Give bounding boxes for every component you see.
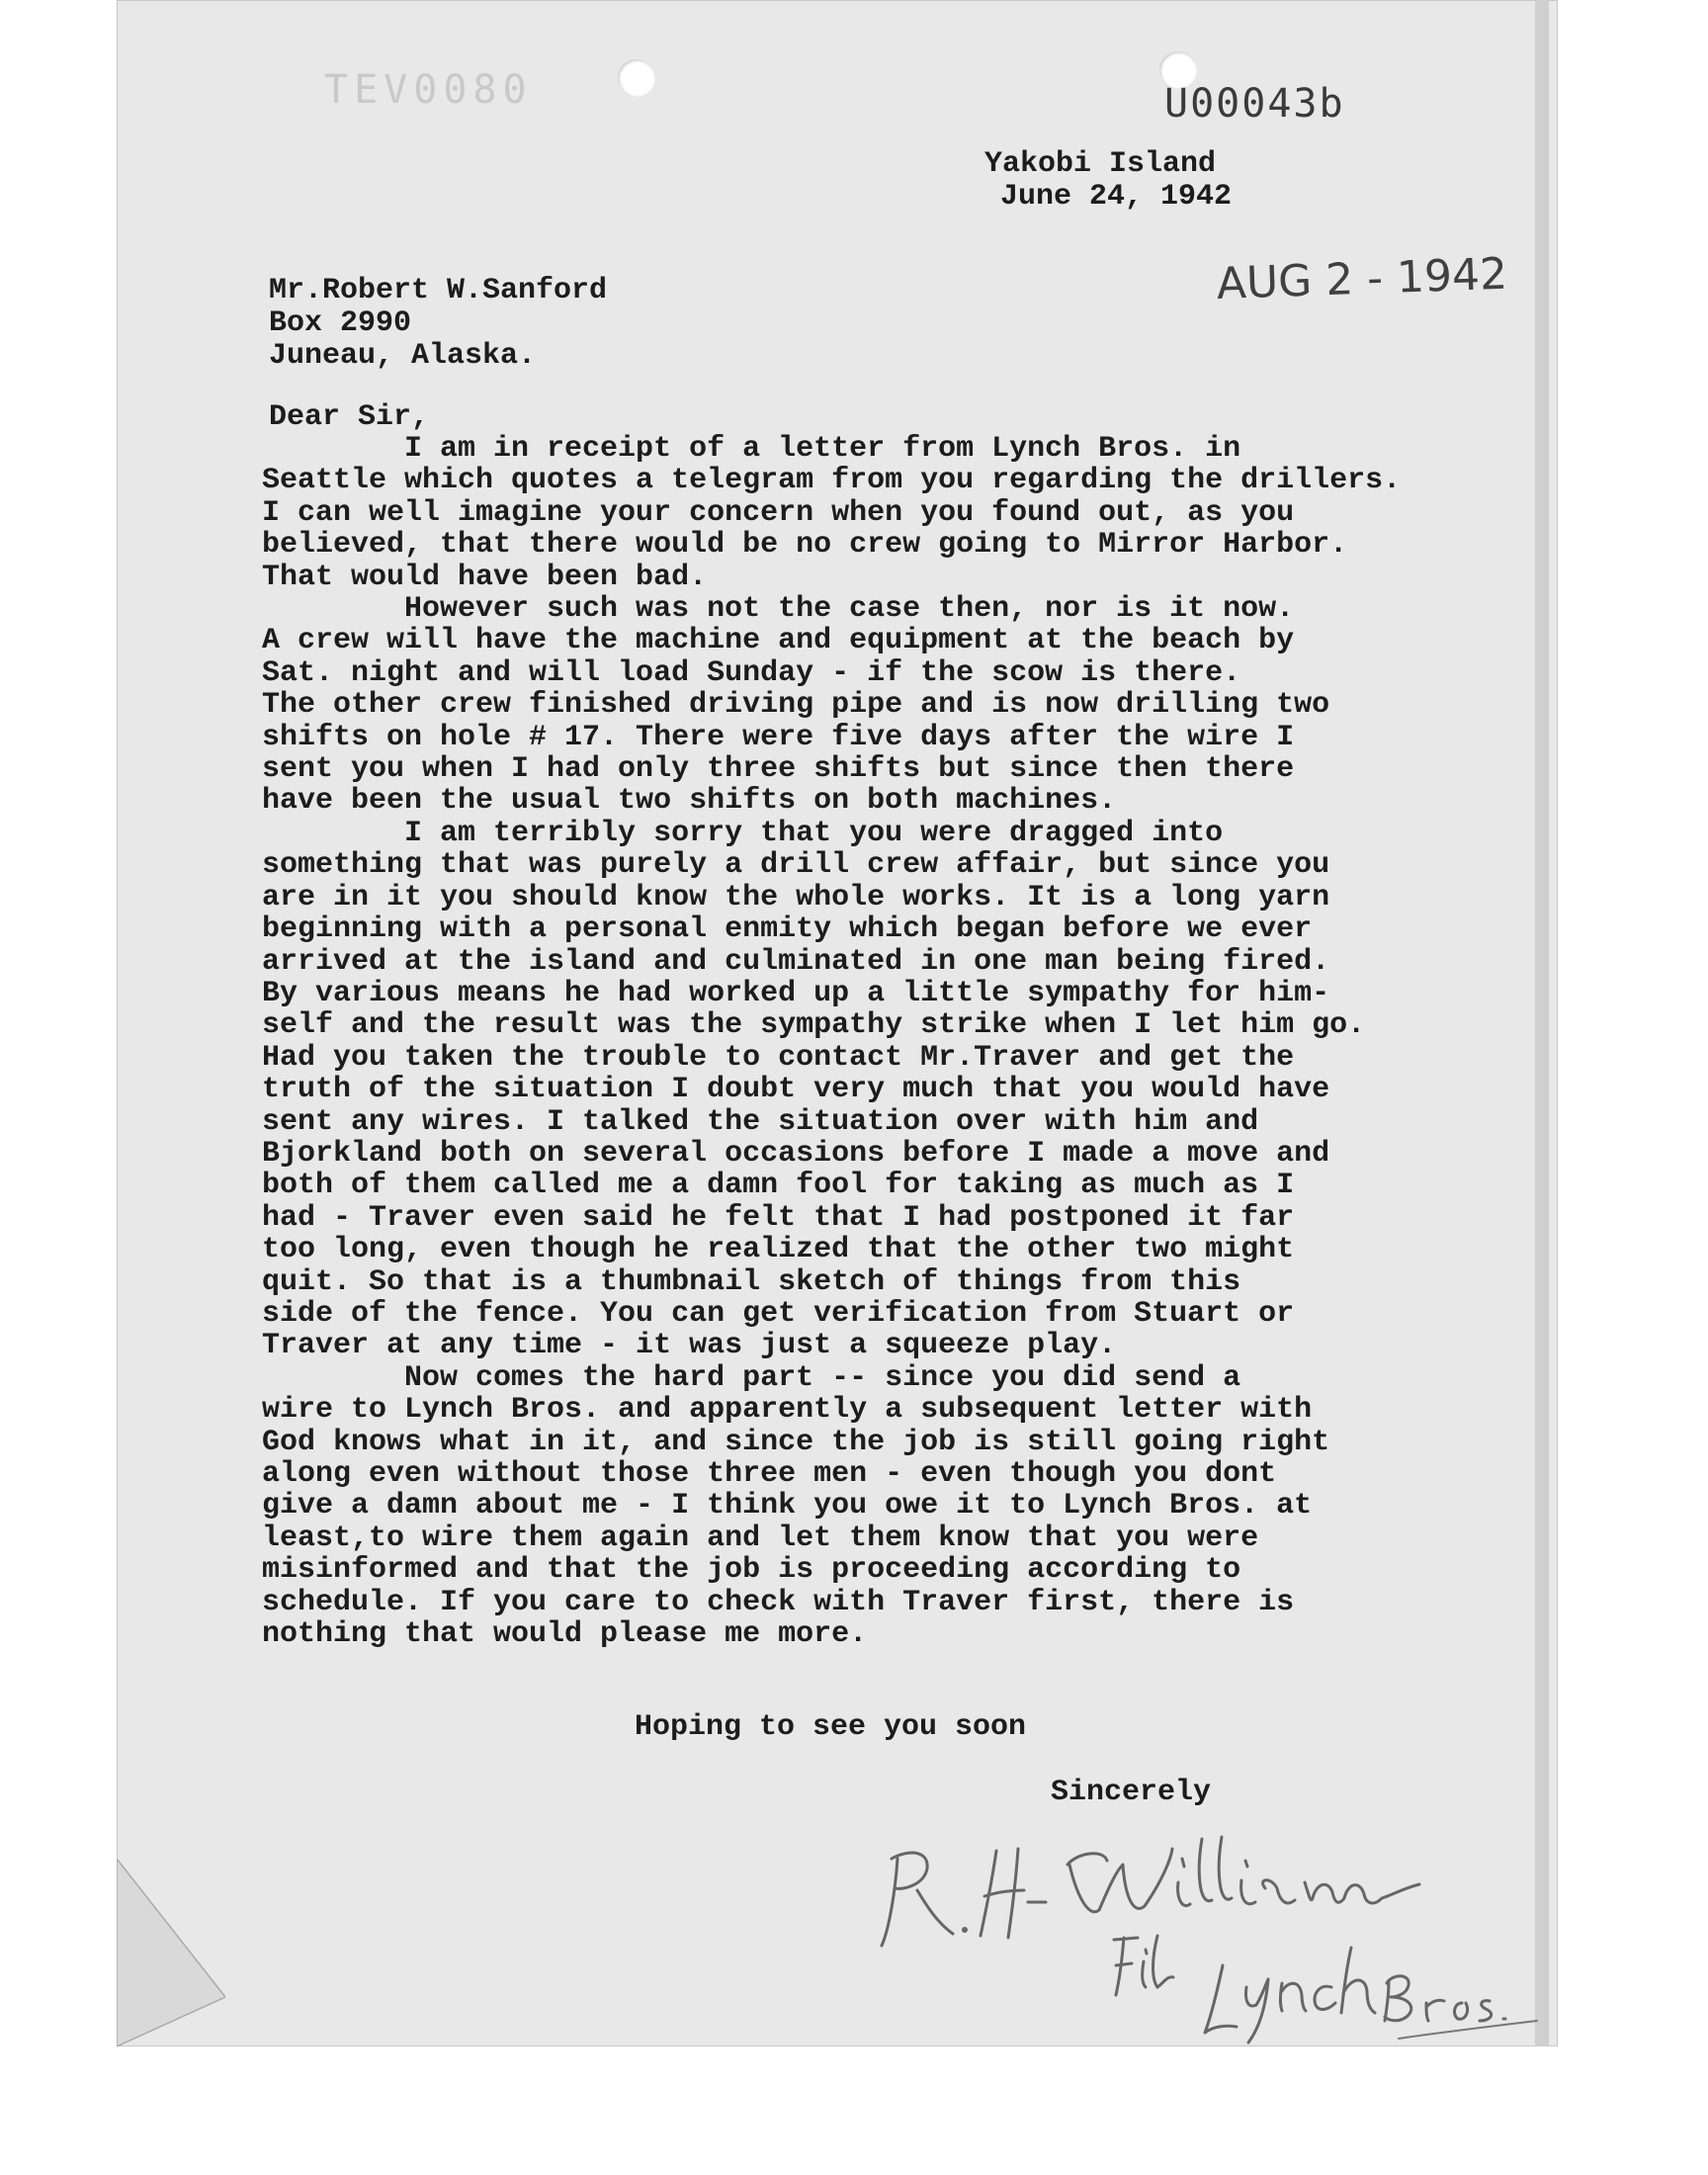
- body-line: least,to wire them again and let them know that you were: [262, 1521, 1259, 1555]
- body-line: sent you when I had only three shifts but since then there: [262, 752, 1295, 787]
- body-line: beginning with a personal enmity which began before we ever: [262, 913, 1313, 947]
- body-line: Bjorkland both on several occasions before I made a move and: [262, 1136, 1330, 1171]
- body-line: Had you taken the trouble to contact Mr.Traver and get the: [262, 1040, 1295, 1075]
- body-line: I can well imagine your concern when you found out, as you: [262, 495, 1295, 530]
- body-line: truth of the situation I doubt very much that you would have: [262, 1073, 1330, 1107]
- recipient-name: Mr.Robert W.Sanford: [269, 274, 608, 307]
- body-line: had - Traver even said he felt that I had postponed it far: [262, 1200, 1295, 1235]
- body-line: misinformed and that the job is proceeding according to: [262, 1553, 1241, 1588]
- body-line: Traver at any time - it was just a squeeze play.: [262, 1329, 1117, 1363]
- body-line: something that was purely a drill crew affair, but since you: [262, 848, 1330, 883]
- body-line: I am terribly sorry that you were dragged into: [262, 816, 1224, 850]
- body-line: arrived at the island and culminated in one man being fired.: [262, 944, 1330, 979]
- closing-line: Hoping to see you soon: [635, 1710, 1027, 1744]
- body-line: both of them called me a damn fool for taking as much as I: [262, 1169, 1295, 1203]
- body-line: are in it you should know the whole works. It is a long yarn: [262, 880, 1330, 914]
- punch-hole-left: [618, 59, 655, 97]
- handwritten-file-note: [1102, 1918, 1557, 2046]
- body-line: A crew will have the machine and equipment at the beach by: [262, 624, 1295, 658]
- body-line: quit. So that is a thumbnail sketch of things from this: [262, 1264, 1241, 1299]
- heading-date: June 24, 1942: [1000, 180, 1233, 214]
- body-line: have been the usual two shifts on both machines.: [262, 784, 1117, 819]
- body-line: I am in receipt of a letter from Lynch Bros. in: [262, 432, 1241, 466]
- recipient-city: Juneau, Alaska.: [269, 339, 537, 373]
- body-line: Seattle which quotes a telegram from you regarding the drillers.: [262, 464, 1402, 498]
- body-line: That would have been bad.: [262, 560, 708, 594]
- body-line: schedule. If you care to check with Traver first, there is: [262, 1585, 1295, 1619]
- salutation: Dear Sir,: [269, 400, 430, 434]
- body-line: too long, even though he realized that the other two might: [262, 1233, 1295, 1267]
- faint-doc-number: TEV0080: [324, 67, 533, 113]
- sign-off: Sincerely: [1051, 1776, 1212, 1809]
- doc-number-stamp: U00043b: [1164, 81, 1345, 127]
- heading-place: Yakobi Island: [984, 147, 1217, 181]
- body-line: The other crew finished driving pipe and is now drilling two: [262, 688, 1330, 723]
- body-line: Sat. night and will load Sunday - if the scow is there.: [262, 655, 1241, 690]
- body-line: nothing that would please me more.: [262, 1617, 868, 1652]
- body-line: By various means he had worked up a little sympathy for him-: [262, 976, 1330, 1010]
- body-line: Now comes the hard part -- since you did send a: [262, 1360, 1241, 1395]
- body-line: wire to Lynch Bros. and apparently a subsequent letter with: [262, 1393, 1313, 1428]
- body-line: God knows what in it, and since the job is still going right: [262, 1425, 1330, 1459]
- recipient-box: Box 2990: [269, 306, 412, 340]
- body-line: self and the result was the sympathy strike when I let him go.: [262, 1008, 1366, 1043]
- body-line: shifts on hole # 17. There were five days after the wire I: [262, 720, 1295, 754]
- letter-body: [262, 433, 1547, 1650]
- body-line: along even without those three men - even though you dont: [262, 1457, 1277, 1491]
- body-line: sent any wires. I talked the situation over with him and: [262, 1104, 1259, 1139]
- folded-corner: [117, 1859, 225, 2046]
- body-line: give a damn about me - I think you owe it to Lynch Bros. at: [262, 1489, 1313, 1523]
- body-line: side of the fence. You can get verification from Stuart or: [262, 1296, 1295, 1331]
- received-date-stamp: AUG 2 - 1942: [1216, 248, 1508, 309]
- body-line: believed, that there would be no crew going to Mirror Harbor.: [262, 528, 1348, 563]
- body-line: However such was not the case then, nor is it now.: [262, 592, 1295, 627]
